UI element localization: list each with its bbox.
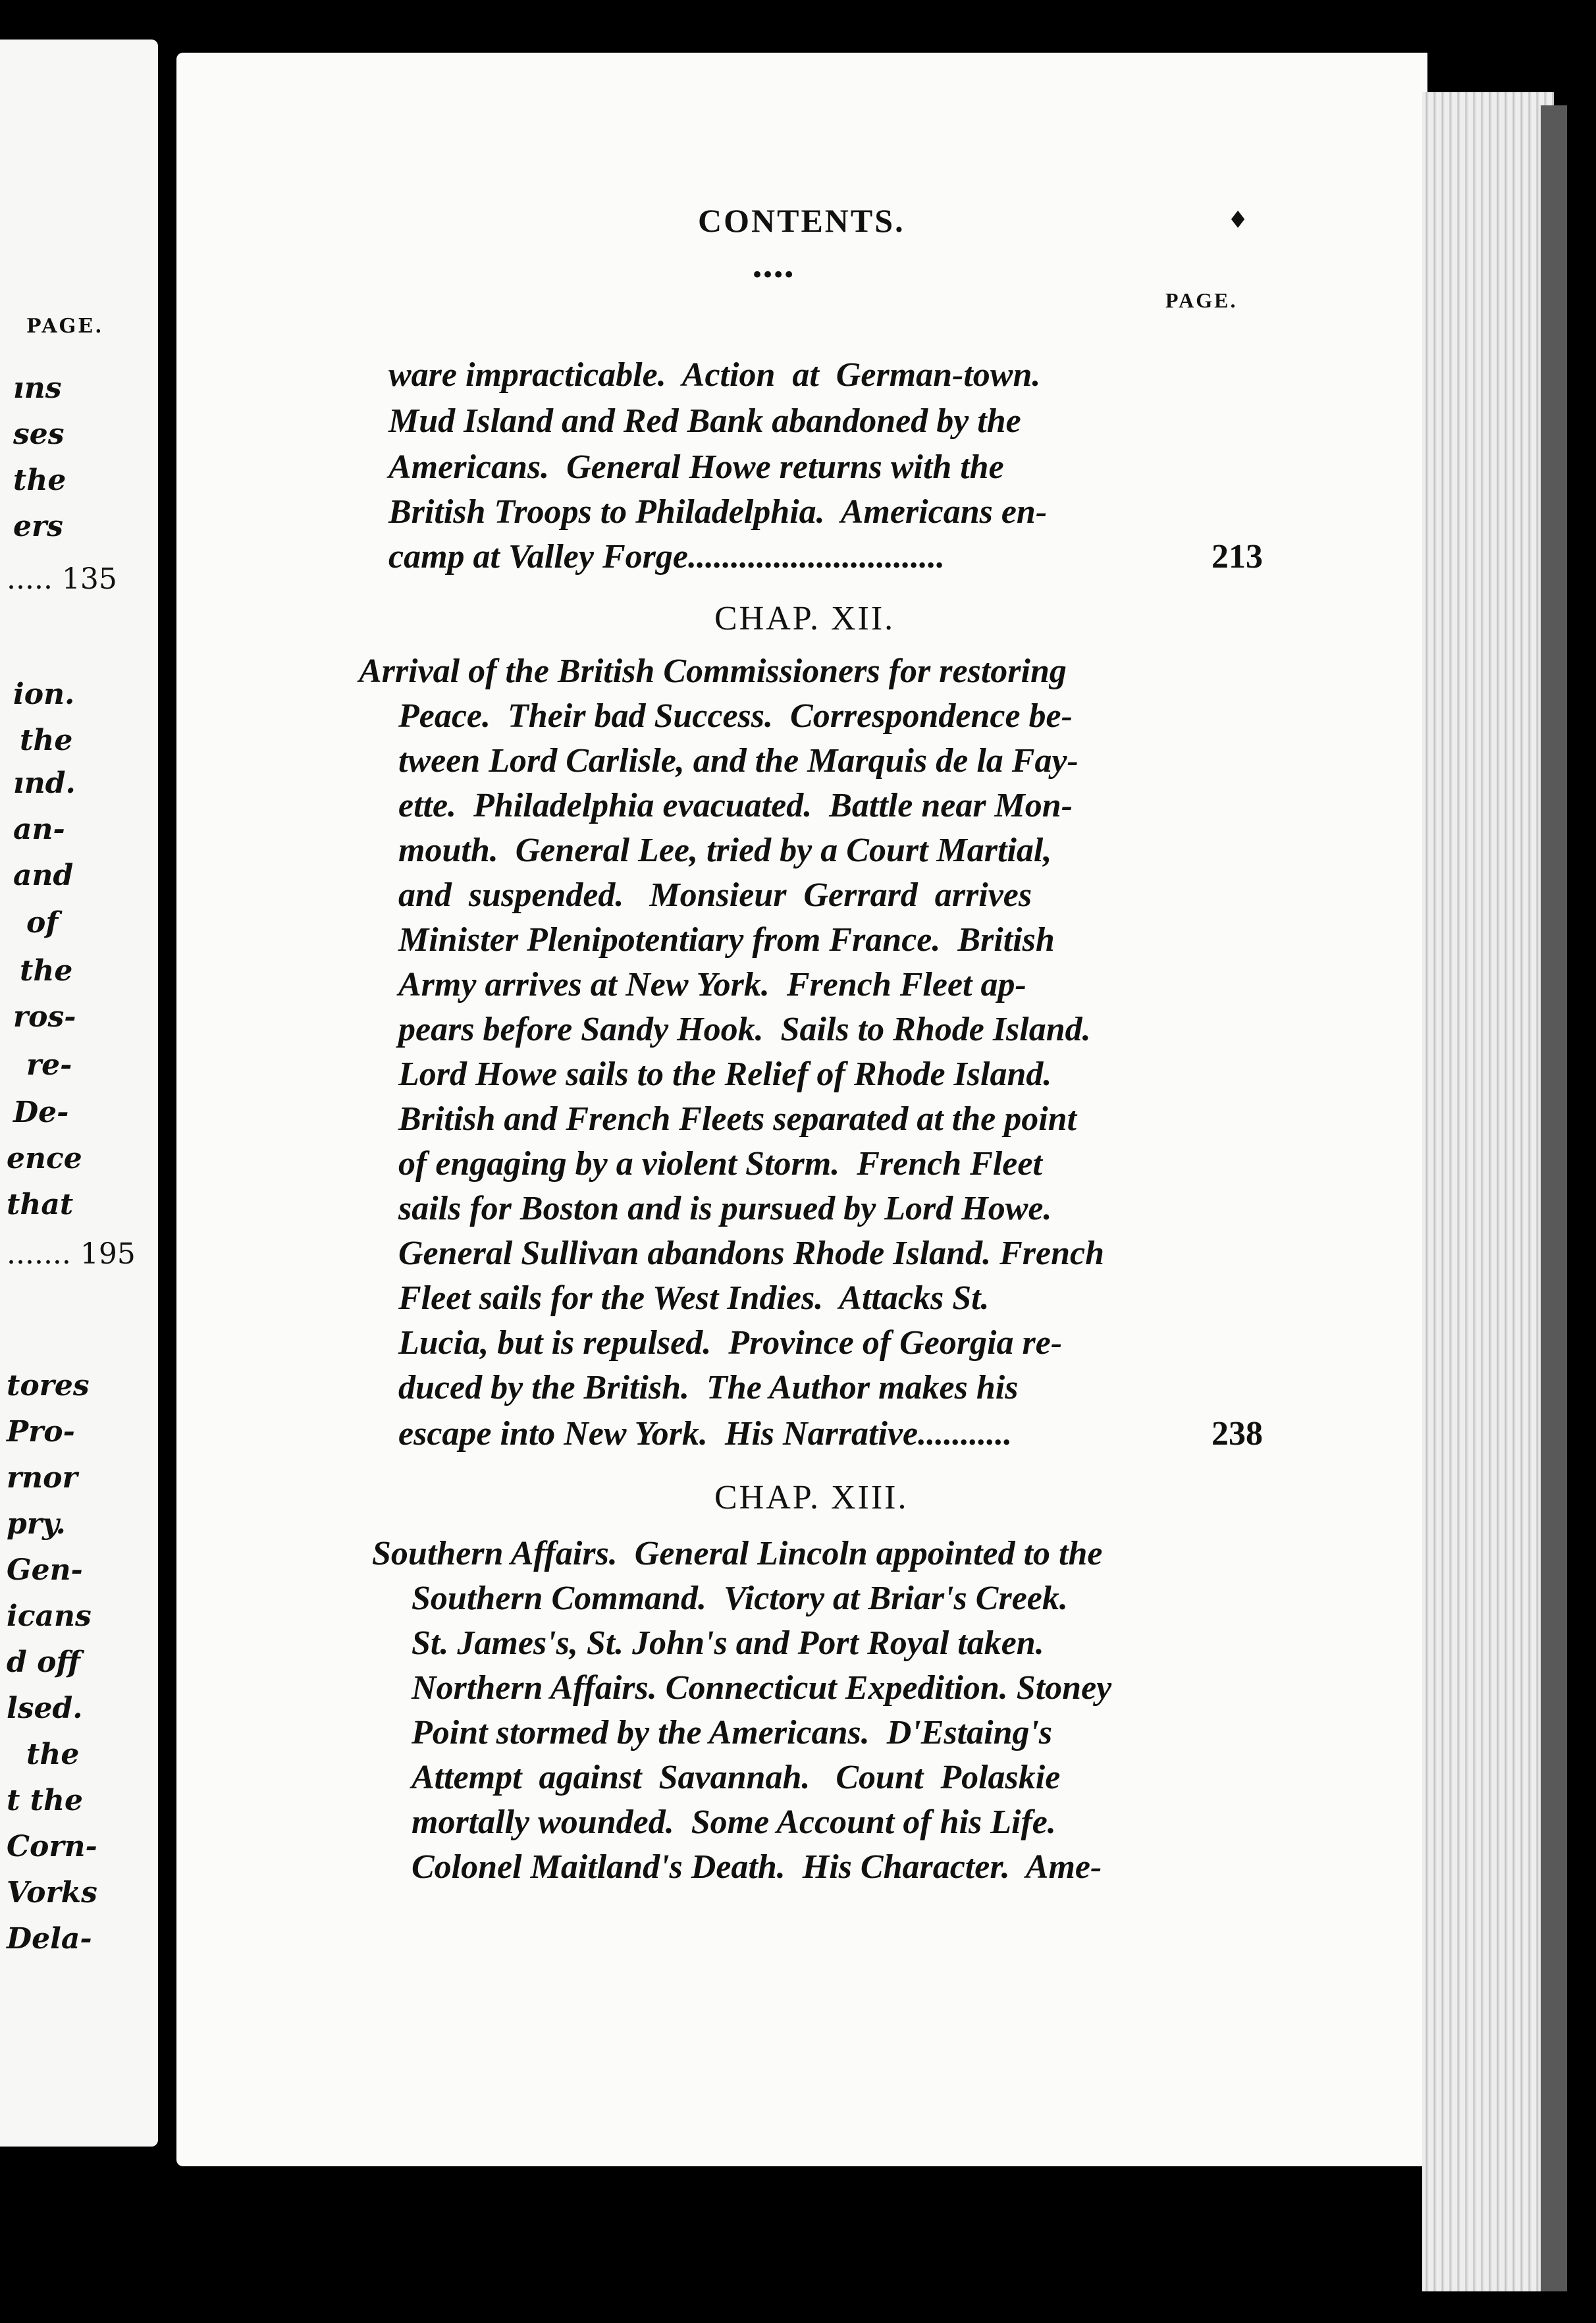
left-page-fragment: of	[26, 906, 59, 940]
contents-line	[359, 652, 1596, 691]
contents-line	[372, 1534, 1596, 1574]
left-page-fragment: ion.	[13, 678, 75, 711]
left-page-fragment: Pro-	[7, 1415, 75, 1449]
contents-line-text: camp at Valley Forge..............................	[388, 538, 945, 575]
contents-line-text: Lucia, but is repulsed. Province of Georgia re-	[398, 1324, 1063, 1362]
contents-line-text: Fleet sails for the West Indies. Attacks St.	[398, 1279, 990, 1317]
contents-line	[398, 741, 1596, 781]
left-page-fragment: De-	[13, 1096, 69, 1129]
contents-line-text: British Troops to Philadelphia. Americans en-	[388, 493, 1048, 531]
contents-line-text: Lord Howe sails to the Relief of Rhode Island.	[398, 1055, 1052, 1093]
left-page-fragment: ınd.	[13, 766, 76, 800]
left-page-fragment: the	[13, 464, 66, 497]
left-page	[0, 40, 158, 2147]
contents-line-text: Attempt against Savannah. Count Polaskie	[412, 1759, 1061, 1796]
left-page-fragment: ers	[13, 510, 63, 543]
left-page-fragment: tores	[7, 1369, 90, 1402]
contents-line	[388, 493, 1596, 532]
left-page-fragment: the	[20, 724, 73, 757]
contents-line	[398, 697, 1596, 736]
contents-line-text: Peace. Their bad Success. Correspondence be-	[398, 697, 1073, 735]
left-page-fragment: ıns	[13, 371, 62, 405]
contents-line	[388, 448, 1596, 487]
contents-line-text: tween Lord Carlisle, and the Marquis de la Fay-	[398, 742, 1078, 780]
left-page-fragment: Gen-	[7, 1553, 83, 1587]
contents-line	[398, 1100, 1596, 1139]
contents-line-text: escape into New York. His Narrative...........	[398, 1415, 1013, 1453]
contents-line	[398, 831, 1596, 870]
contents-line	[412, 1579, 1596, 1618]
chapter-heading: CHAP. XII.	[714, 600, 895, 637]
contents-line	[412, 1848, 1596, 1887]
left-page-fragment: ses	[13, 417, 65, 451]
contents-line	[398, 1279, 1596, 1318]
contents-line	[398, 1144, 1596, 1184]
page-number: 213	[1211, 538, 1263, 575]
contents-line	[398, 1323, 1596, 1363]
left-page-fragment: re-	[26, 1048, 72, 1082]
ornament-rule: ••••	[751, 262, 793, 288]
contents-line	[412, 1803, 1596, 1842]
contents-line	[398, 876, 1596, 915]
contents-line	[398, 1010, 1596, 1050]
contents-line-text: Mud Island and Red Bank abandoned by the	[388, 402, 1021, 440]
contents-line-text: Arrival of the British Commissioners for restoring	[359, 653, 1067, 690]
contents-line-text: sails for Boston and is pursued by Lord Howe.	[398, 1190, 1052, 1227]
left-page-fragment: d off	[7, 1645, 80, 1679]
page-number: 238	[1211, 1415, 1263, 1453]
left-page-fragment: rnor	[7, 1461, 78, 1495]
left-page-fragment: pry.	[7, 1507, 66, 1541]
contents-line-text: Colonel Maitland's Death. His Character. Ame-	[412, 1848, 1102, 1886]
contents-line	[398, 786, 1596, 826]
contents-line-text: Point stormed by the Americans. D'Estaing's	[412, 1714, 1053, 1751]
contents-line-text: ware impracticable. Action at German-town.	[388, 356, 1041, 394]
contents-line-text: and suspended. Monsieur Gerrard arrives	[398, 876, 1032, 914]
left-page-fragment: ence	[7, 1142, 82, 1175]
contents-line-text: Southern Command. Victory at Briar's Creek.	[412, 1580, 1068, 1617]
contents-line-text: pears before Sandy Hook. Sails to Rhode Island.	[398, 1011, 1091, 1048]
contents-line	[412, 1713, 1596, 1753]
left-page-fragment: the	[26, 1738, 80, 1771]
contents-line	[412, 1669, 1596, 1708]
contents-line	[398, 921, 1596, 960]
contents-line	[412, 1758, 1596, 1798]
contents-line	[398, 965, 1596, 1005]
contents-line-text: of engaging by a violent Storm. French Fleet	[398, 1145, 1042, 1183]
left-page-fragment: ....... 195	[7, 1237, 136, 1271]
chapter-heading: CHAP. XIII.	[714, 1479, 909, 1516]
contents-line	[398, 1055, 1596, 1094]
left-page-fragment: lsed.	[7, 1692, 83, 1725]
contents-line-text: Army arrives at New York. French Fleet ap-	[398, 966, 1026, 1003]
corner-mark-icon: ♦	[1227, 207, 1249, 234]
left-page-fragment: an-	[13, 813, 65, 846]
page-column-label: PAGE.	[1165, 288, 1238, 312]
contents-line-text: General Sullivan abandons Rhode Island. French	[398, 1235, 1105, 1272]
left-page-fragment: and	[13, 859, 74, 892]
contents-line	[388, 402, 1596, 441]
contents-line	[388, 537, 1596, 577]
contents-line-text: Northern Affairs. Connecticut Expedition. Stoney	[412, 1669, 1112, 1707]
left-page-fragment: t the	[7, 1784, 83, 1817]
left-page-fragment: icans	[7, 1599, 92, 1633]
contents-line	[412, 1624, 1596, 1663]
contents-line-text: British and French Fleets separated at the point	[398, 1100, 1077, 1138]
contents-line-text: mortally wounded. Some Account of his Life.	[412, 1803, 1056, 1841]
contents-line-text: ette. Philadelphia evacuated. Battle near Mon-	[398, 787, 1073, 824]
contents-line-text: St. James's, St. John's and Port Royal taken.	[412, 1624, 1044, 1662]
contents-line	[398, 1234, 1596, 1273]
contents-line-text: mouth. General Lee, tried by a Court Martial,	[398, 832, 1052, 869]
left-page-fragment: Corn-	[7, 1830, 97, 1863]
contents-line	[398, 1414, 1596, 1454]
left-page-fragment: ..... 135	[7, 562, 117, 596]
left-page-label: PAGE.	[26, 315, 104, 338]
left-page-fragment: Dela-	[7, 1922, 92, 1956]
contents-line	[398, 1189, 1596, 1229]
contents-line	[388, 356, 1596, 395]
contents-line-text: Minister Plenipotentiary from France. British	[398, 921, 1055, 959]
contents-line-text: duced by the British. The Author makes his	[398, 1369, 1019, 1406]
left-page-fragment: that	[7, 1188, 74, 1221]
left-page-fragment: Vorks	[7, 1876, 97, 1909]
running-head: CONTENTS.	[698, 202, 905, 239]
left-page-fragment: ros-	[13, 1000, 76, 1034]
contents-line-text: Southern Affairs. General Lincoln appointed to the	[372, 1535, 1103, 1572]
contents-line-text: Americans. General Howe returns with the	[388, 448, 1004, 486]
left-page-fragment: the	[20, 954, 73, 988]
contents-line	[398, 1368, 1596, 1408]
